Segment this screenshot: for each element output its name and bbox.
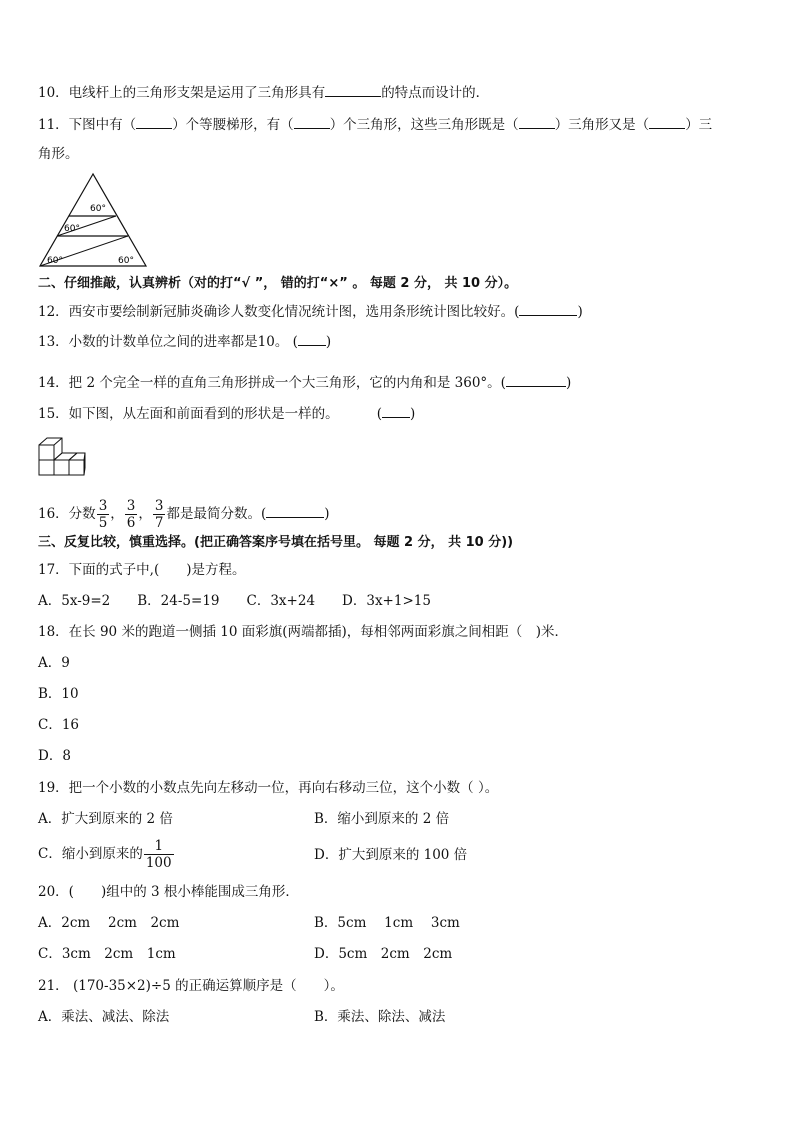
option-b[interactable]: B．10 xyxy=(38,686,79,702)
fraction: $\frac{3}{6}$ xyxy=(126,498,136,531)
option-d[interactable]: D．扩大到原来的 100 倍 xyxy=(314,847,468,863)
answer-blank[interactable] xyxy=(519,301,577,316)
option-b[interactable]: B．缩小到原来的 2 倍 xyxy=(314,811,450,827)
question-21-stem: 21． (170-35×2)÷5 的正确运算顺序是（ ）。 xyxy=(38,978,344,994)
fraction: $\frac{3}{7}$ xyxy=(154,498,164,531)
question-14: 14．把 2 个完全一样的直角三角形拼成一个大三角形，它的内角和是 360°。( ) xyxy=(38,372,571,393)
option-a[interactable]: A．2cm 2cm 2cm xyxy=(38,915,180,931)
section-3-heading: 三、反复比较，慎重选择。(把正确答案序号填在括号里。 每题 2 分， 共 10 分)) xyxy=(38,535,514,550)
option-d[interactable]: D．5cm 2cm 2cm xyxy=(314,946,453,962)
outer-triangle xyxy=(40,174,146,266)
answer-blank[interactable] xyxy=(294,114,330,129)
triangle-figure xyxy=(38,170,158,270)
section-2-heading: 二、仔细推敲，认真辨析（对的打“√ ”， 错的打“×” 。 每题 2 分， 共 10 分）。 xyxy=(38,276,518,291)
angle-label: 60° xyxy=(118,256,134,266)
answer-blank[interactable] xyxy=(506,372,566,387)
fraction: $\frac{1}{100}$ xyxy=(145,838,172,871)
option-a[interactable]: A．9 xyxy=(38,655,70,671)
question-13: 13．小数的计数单位之间的进率都是10。 ( ) xyxy=(38,331,331,352)
question-19-stem: 19．把一个小数的小数点先向左移动一位，再向右移动三位，这个小数（ ）。 xyxy=(38,780,499,796)
question-17-options[interactable]: A．5x-9=2 B．24-5=19 C．3x+24 D．3x+1>15 xyxy=(38,593,431,609)
option-c[interactable]: C．3cm 2cm 1cm xyxy=(38,946,176,962)
answer-blank[interactable] xyxy=(519,114,555,129)
fraction: $\frac{3}{5}$ xyxy=(98,498,108,531)
question-17-stem: 17．下面的式子中,( )是方程。 xyxy=(38,562,246,578)
option-d[interactable]: D．8 xyxy=(38,748,71,764)
question-18-stem: 18．在长 90 米的跑道一侧插 10 面彩旗(两端都插)，每相邻两面彩旗之间相距（ )米． xyxy=(38,624,568,640)
option-a[interactable]: A．乘法、减法、除法 xyxy=(38,1009,170,1025)
question-10: 10．电线杆上的三角形支架是运用了三角形具有 的特点而设计的． xyxy=(38,82,489,103)
option-c[interactable]: C．16 xyxy=(38,717,80,733)
question-11: 11．下图中有（ ）个等腰梯形，有（ ）个三角形，这些三角形既是（ ）三角形又是（ ）三 xyxy=(38,114,712,135)
question-16: 16．分数 $\frac{3}{5}$ ， $\frac{3}{6}$ ， $\frac{3}{7}$ 都是最简分数。( ) xyxy=(38,498,330,531)
option-b[interactable]: B．5cm 1cm 3cm xyxy=(314,915,460,931)
option-c[interactable]: C．缩小到原来的 $\frac{1}{100}$ xyxy=(38,838,172,871)
question-11-cont: 角形。 xyxy=(38,146,79,162)
angle-label: 60° xyxy=(64,224,80,234)
answer-blank[interactable] xyxy=(649,114,685,129)
answer-blank[interactable] xyxy=(382,403,410,418)
question-12: 12．西安市要绘制新冠肺炎确诊人数变化情况统计图，选用条形统计图比较好。( ) xyxy=(38,301,583,322)
answer-blank[interactable] xyxy=(266,503,324,518)
answer-blank[interactable] xyxy=(298,331,326,346)
angle-label: 60° xyxy=(47,256,63,266)
answer-blank[interactable] xyxy=(136,114,172,129)
option-a[interactable]: A．扩大到原来的 2 倍 xyxy=(38,811,173,827)
answer-blank[interactable] xyxy=(325,82,381,97)
cube-stack-figure xyxy=(38,436,90,486)
question-20-stem: 20．( )组中的 3 根小棒能围成三角形． xyxy=(38,884,299,900)
option-b[interactable]: B．乘法、除法、减法 xyxy=(314,1009,446,1025)
question-15: 15．如下图，从左面和前面看到的形状是一样的。 ( ) xyxy=(38,403,415,424)
angle-label: 60° xyxy=(90,204,106,214)
